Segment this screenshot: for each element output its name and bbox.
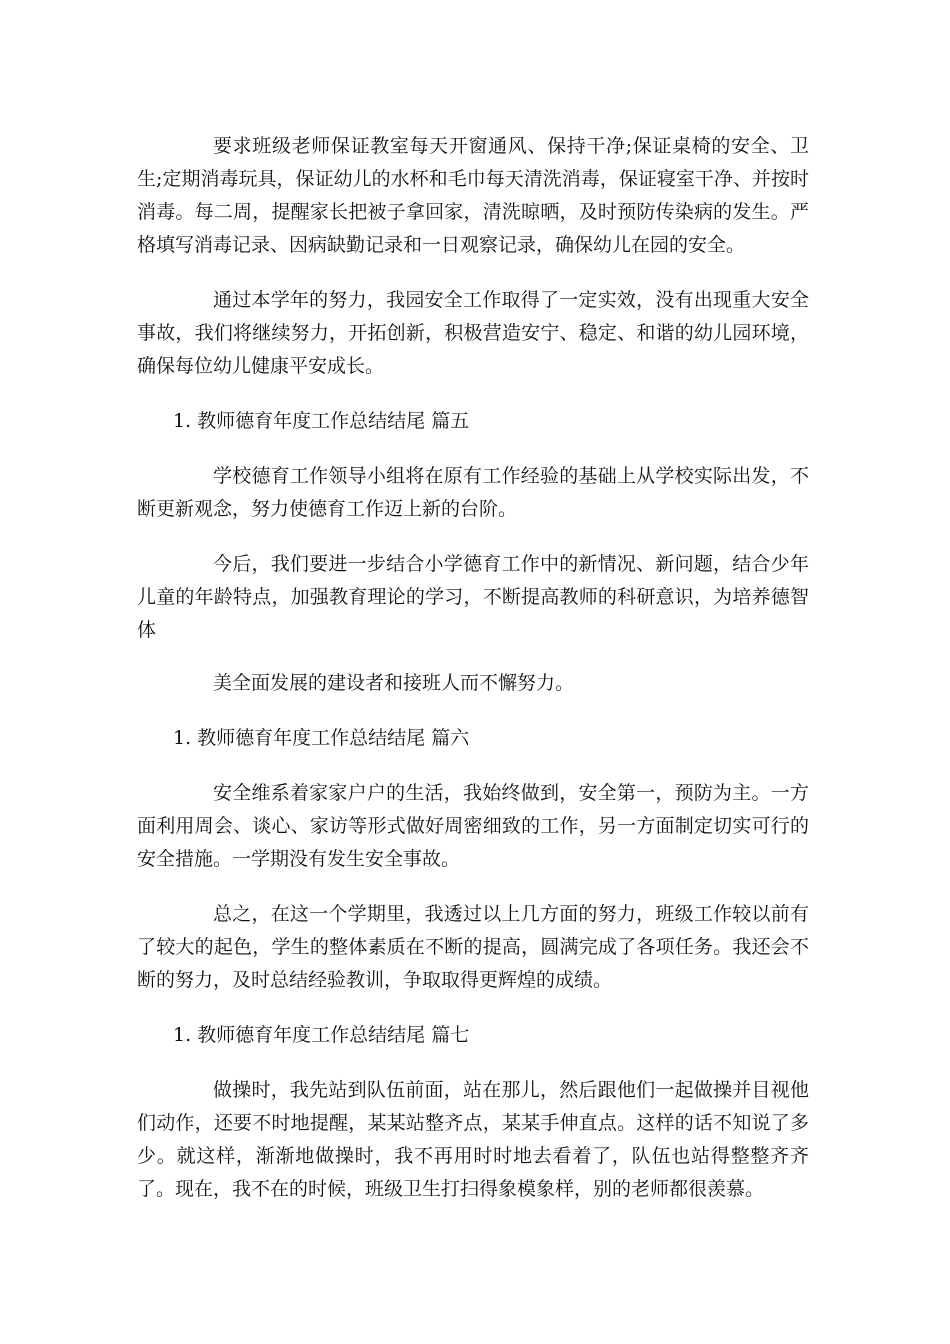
section-heading-7: 1. 教师德育年度工作总结结尾 篇七 xyxy=(173,1024,470,1046)
paragraph-future-plans: 今后，我们要进一步结合小学德育工作中的新情况、新问题，结合少年儿童的年龄特点，加强教育理论的学习，不断提高教师的科研意识，为培养德智体 xyxy=(137,553,809,641)
paragraph-future-plans-continued: 美全面发展的建设者和接班人而不懈努力。 xyxy=(213,672,575,694)
section-heading-6: 1. 教师德育年度工作总结结尾 篇六 xyxy=(173,727,470,749)
document-body xyxy=(137,130,809,1228)
paragraph-classroom-hygiene: 要求班级老师保证教室每天开窗通风、保持干净;保证桌椅的安全、卫生;定期消毒玩具，保证幼儿的水杯和毛巾每天清洗消毒，保证寝室干净、并按时消毒。每二周，提醒家长把被子拿回家，清洗晾晒，及时预防传染病的发生。严格填写消毒记录、因病缺勤记录和一日观察记录，确保幼儿在园的安全。 xyxy=(137,135,809,256)
paragraph-safety-first: 安全维系着家家户户的生活，我始终做到，安全第一，预防为主。一方面利用周会、谈心、家访等形式做好周密细致的工作，另一方面制定切实可行的安全措施。一学期没有发生安全事故。 xyxy=(137,782,809,870)
section-heading-5: 1. 教师德育年度工作总结结尾 篇五 xyxy=(173,410,470,432)
paragraph-semester-summary: 总之，在这一个学期里，我透过以上几方面的努力，班级工作较以前有了较大的起色，学生的整体素质在不断的提高，圆满完成了各项任务。我还会不断的努力，及时总结经验教训，争取取得更辉煌的成绩。 xyxy=(137,903,809,991)
paragraph-moral-education-team: 学校德育工作领导小组将在原有工作经验的基础上从学校实际出发，不断更新观念，努力使德育工作迈上新的台阶。 xyxy=(137,465,809,520)
paragraph-safety-results: 通过本学年的努力，我园安全工作取得了一定实效，没有出现重大安全事故，我们将继续努力，开拓创新，积极营造安宁、稳定、和谐的幼儿园环境，确保每位幼儿健康平安成长。 xyxy=(137,289,809,377)
paragraph-morning-exercise: 做操时，我先站到队伍前面，站在那儿，然后跟他们一起做操并目视他们动作，还要不时地提醒，某某站整齐点，某某手伸直点。这样的话不知说了多少。就这样，渐渐地做操时，我不再用时时地去看着了，队伍也站得整整齐齐了。现在，我不在的时候，班级卫生打扫得象模象样，别的老师都很羡慕。 xyxy=(137,1079,809,1200)
